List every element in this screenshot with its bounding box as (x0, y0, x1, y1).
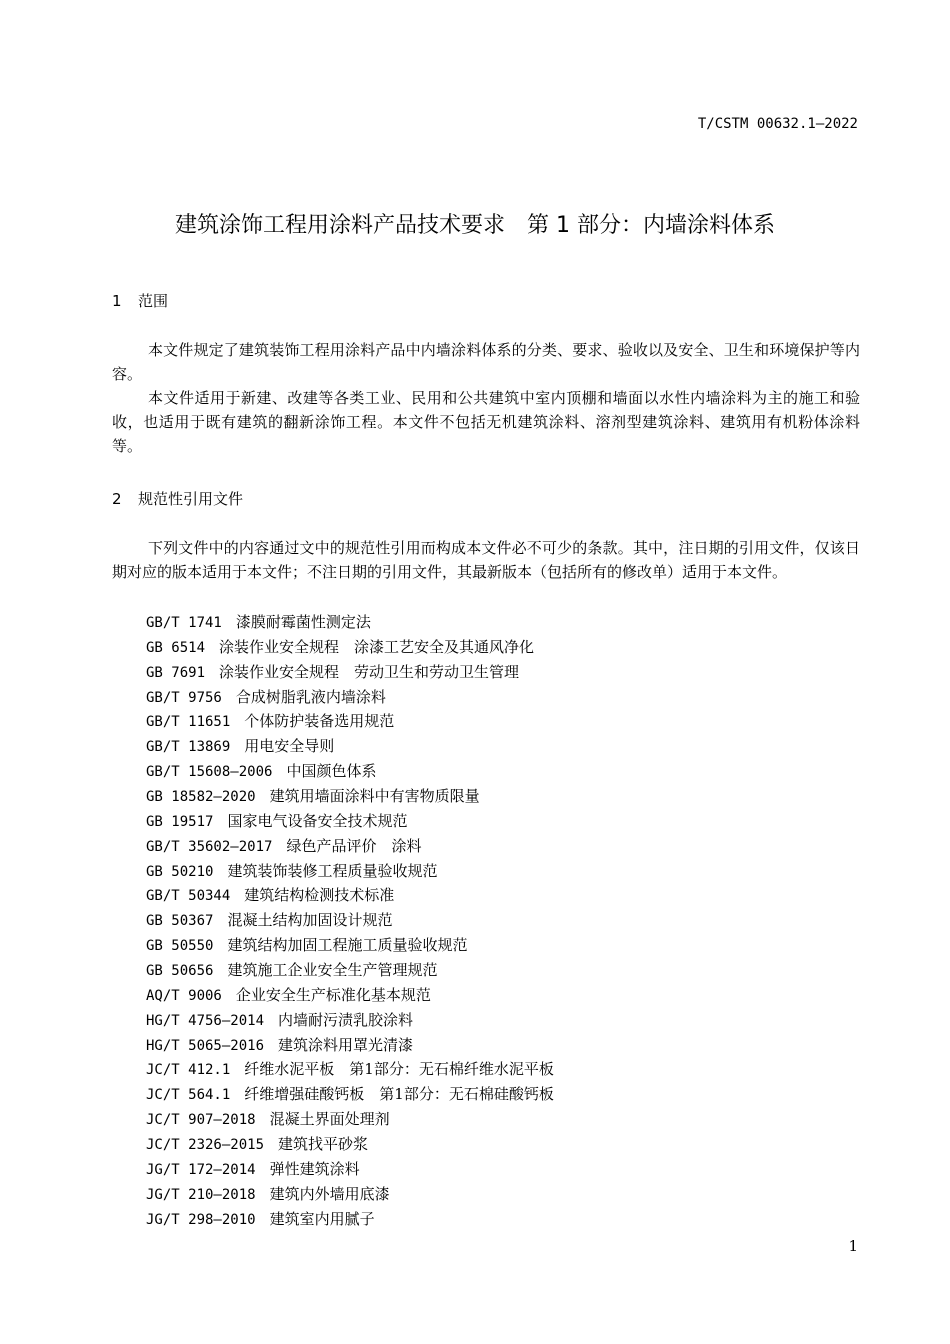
reference-title: 混凝土结构加固设计规范 (227, 911, 393, 930)
reference-item (146, 809, 554, 834)
document-title: 建筑涂饰工程用涂料产品技术要求 第 1 部分：内墙涂料体系 (175, 213, 775, 238)
reference-item (146, 635, 554, 660)
reference-item (146, 859, 554, 884)
page-number: 1 (848, 1237, 858, 1255)
reference-title: 涂装作业安全规程 涂漆工艺安全及其通风净化 (219, 637, 535, 656)
reference-title: 纤维增强硅酸钙板 第1部分：无石棉硅酸钙板 (244, 1085, 554, 1104)
reference-title: 合成树脂乳液内墙涂料 (235, 687, 386, 706)
reference-title: 建筑施工企业安全生产管理规范 (227, 961, 438, 980)
reference-item (146, 883, 554, 908)
reference-item (146, 685, 554, 710)
reference-code: GB 19517 (146, 813, 214, 830)
reference-code: GB/T 15608—2006 (146, 764, 273, 781)
reference-item (146, 759, 554, 784)
reference-item (146, 908, 554, 933)
reference-item (146, 1008, 554, 1033)
reference-item (146, 709, 554, 734)
reference-title: 国家电气设备安全技术规范 (227, 811, 408, 830)
reference-title: 建筑结构加固工程施工质量验收规范 (227, 936, 468, 955)
reference-item (146, 1107, 554, 1132)
reference-code: GB 50367 (146, 913, 214, 930)
section-1-paragraph: 本文件规定了建筑装饰工程用涂料产品中内墙涂料体系的分类、要求、验收以及安全、卫生和环境保护等内容。 (112, 341, 860, 383)
reference-title: 中国颜色体系 (286, 762, 377, 781)
reference-code: GB 7691 (146, 664, 206, 681)
reference-item (146, 784, 554, 809)
reference-code: GB/T 11651 (146, 714, 231, 731)
reference-title: 企业安全生产标准化基本规范 (235, 985, 431, 1004)
reference-code: HG/T 5065—2016 (146, 1037, 265, 1054)
reference-item (146, 958, 554, 983)
section-1-paragraph: 本文件适用于新建、改建等各类工业、民用和公共建筑中室内顶棚和墙面以水性内墙涂料为主的施工和验收，也适用于既有建筑的翻新涂饰工程。本文件不包括无机建筑涂料、溶剂型建筑涂料、建筑用有机粉体涂料等。 (112, 389, 860, 455)
section-2-heading (112, 488, 243, 509)
reference-code: JG/T 172—2014 (146, 1161, 256, 1178)
reference-title: 涂装作业安全规程 劳动卫生和劳动卫生管理 (219, 662, 520, 681)
reference-title: 用电安全导则 (244, 737, 335, 756)
section-1-heading (112, 290, 168, 311)
reference-title: 建筑找平砂浆 (278, 1135, 369, 1154)
reference-code: GB/T 50344 (146, 888, 231, 905)
reference-item (146, 1182, 554, 1207)
reference-title: 纤维水泥平板 第1部分：无石棉纤维水泥平板 (244, 1060, 554, 1079)
reference-code: GB 50210 (146, 863, 214, 880)
reference-title: 建筑涂料用罩光清漆 (278, 1035, 414, 1054)
reference-item (146, 1157, 554, 1182)
reference-item (146, 983, 554, 1008)
reference-code: JG/T 298—2010 (146, 1211, 256, 1228)
reference-title: 弹性建筑涂料 (269, 1159, 360, 1178)
section-1-title: 范围 (138, 292, 169, 310)
reference-code: AQ/T 9006 (146, 987, 222, 1004)
reference-title: 内墙耐污渍乳胶涂料 (278, 1010, 414, 1029)
reference-code: GB/T 35602—2017 (146, 838, 273, 855)
reference-code: JC/T 2326—2015 (146, 1137, 265, 1154)
reference-title: 绿色产品评价 涂料 (286, 836, 422, 855)
reference-item (146, 1033, 554, 1058)
reference-title: 个体防护装备选用规范 (244, 712, 395, 731)
reference-title: 建筑内外墙用底漆 (269, 1184, 390, 1203)
reference-item (146, 1082, 554, 1107)
document-code: T/CSTM 00632.1—2022 (697, 116, 858, 132)
reference-item (146, 734, 554, 759)
reference-code: JC/T 907—2018 (146, 1112, 256, 1129)
reference-code: JC/T 412.1 (146, 1062, 231, 1079)
reference-title: 建筑室内用腻子 (269, 1209, 375, 1228)
reference-code: GB 50550 (146, 938, 214, 955)
reference-item (146, 933, 554, 958)
reference-code: GB/T 1741 (146, 615, 222, 631)
reference-code: GB 50656 (146, 963, 214, 980)
section-2-intro: 下列文件中的内容通过文中的规范性引用而构成本文件必不可少的条款。其中，注日期的引用文件，仅该日期对应的版本适用于本文件；不注日期的引用文件，其最新版本（包括所有的修改单）适用于本文件。 (112, 539, 860, 581)
section-2-title: 规范性引用文件 (138, 490, 244, 508)
reference-title: 建筑装饰装修工程质量验收规范 (227, 861, 438, 880)
reference-item (146, 1057, 554, 1082)
reference-title: 建筑结构检测技术标准 (244, 886, 395, 905)
reference-code: HG/T 4756—2014 (146, 1012, 265, 1029)
reference-code: JG/T 210—2018 (146, 1186, 256, 1203)
reference-item (146, 1132, 554, 1157)
reference-code: JC/T 564.1 (146, 1087, 231, 1104)
reference-title: 混凝土界面处理剂 (269, 1110, 390, 1129)
reference-code: GB 6514 (146, 639, 206, 656)
reference-item (146, 660, 554, 685)
section-1-number: 1 (112, 292, 122, 310)
reference-title: 漆膜耐霉菌性测定法 (235, 613, 371, 631)
reference-item (146, 1207, 554, 1232)
section-2-number: 2 (112, 490, 122, 508)
reference-item (146, 610, 554, 635)
reference-code: GB 18582—2020 (146, 789, 256, 806)
reference-code: GB/T 13869 (146, 739, 231, 756)
reference-title: 建筑用墙面涂料中有害物质限量 (269, 787, 480, 806)
reference-item (146, 834, 554, 859)
reference-list (146, 610, 554, 1231)
reference-code: GB/T 9756 (146, 689, 222, 706)
